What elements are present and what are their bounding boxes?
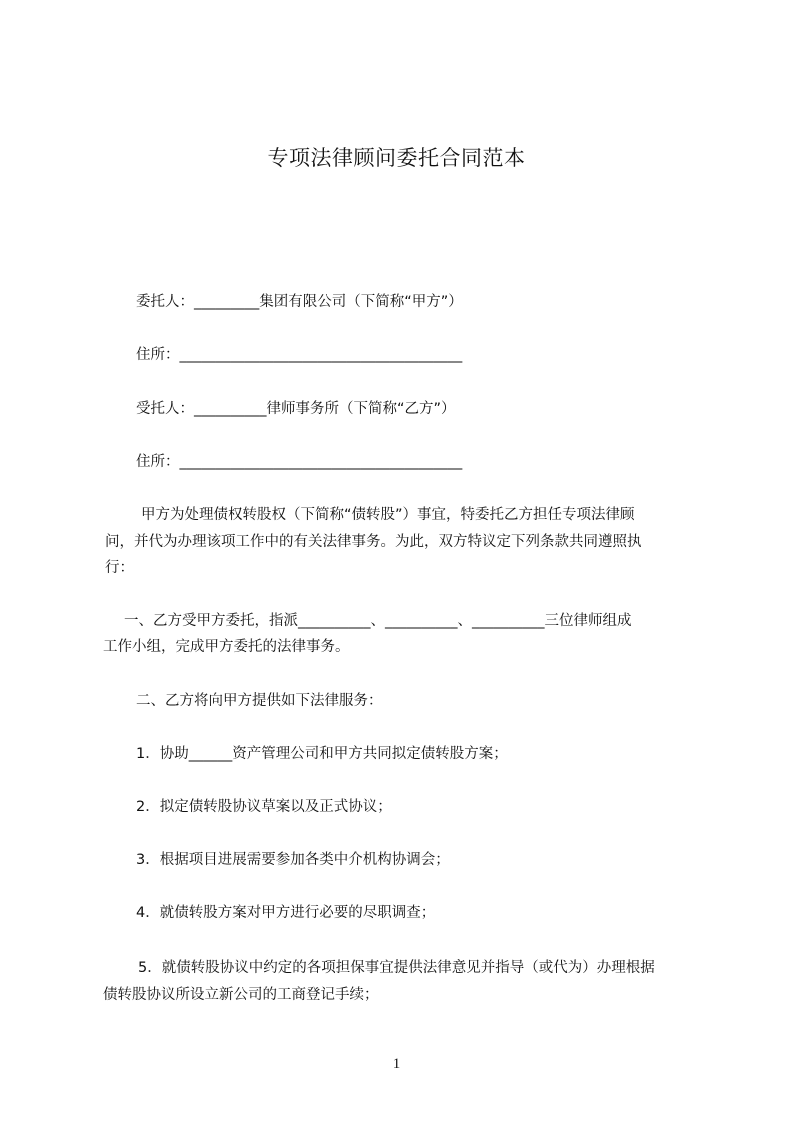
service-item-2: 2．拟定债转股协议草案以及正式协议；: [136, 799, 392, 815]
preamble-line-1: 甲方为处理债权转股权（下简称“债转股”）事宜，特委托乙方担任专项法律顾: [141, 507, 635, 523]
clause-1-line-1: 一、乙方受甲方委托，指派__________、__________、__________三位律师组成: [124, 613, 632, 629]
service-item-1: 1．协助______资产管理公司和甲方共同拟定债转股方案；: [136, 746, 508, 762]
service-item-5-line-2: 债转股协议所设立新公司的工商登记手续；: [103, 987, 379, 1003]
preamble-line-2: 问，并代为办理该项工作中的有关法律事务。为此，双方特议定下列条款共同遵照执: [105, 534, 642, 550]
client-address-line: 住所：_______________________________________: [136, 347, 463, 363]
clause-1-line-2: 工作小组，完成甲方委托的法律事务。: [103, 639, 350, 655]
agent-address-line: 住所：_______________________________________: [136, 454, 463, 470]
agent-line: 受托人：__________律师事务所（下简称“乙方”）: [136, 401, 456, 417]
service-item-3: 3．根据项目进展需要参加各类中介机构协调会；: [136, 852, 450, 868]
service-item-4: 4．就债转股方案对甲方进行必要的尽职调查；: [136, 905, 436, 921]
service-item-5-line-1: 5．就债转股协议中约定的各项担保事宜提供法律意见并指导（或代为）办理根据: [138, 960, 655, 976]
preamble-line-3: 行：: [105, 560, 134, 576]
page-number: 1: [392, 1056, 401, 1072]
document-title: 专项法律顾问委托合同范本: [267, 146, 526, 170]
clause-2-heading: 二、乙方将向甲方提供如下法律服务：: [136, 693, 383, 709]
client-line: 委托人：_________集团有限公司（下简称“甲方”）: [136, 294, 463, 310]
